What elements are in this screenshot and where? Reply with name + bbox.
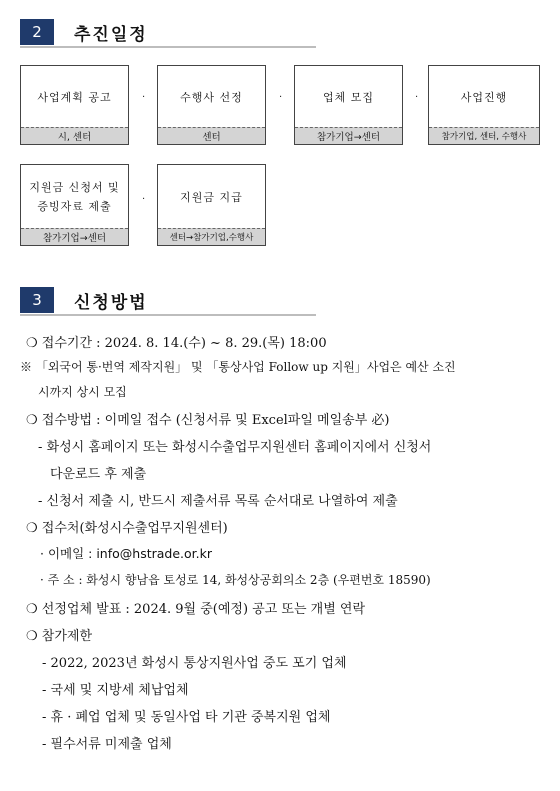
flow-step-6 [157,164,266,246]
flow-step-5-label-line2: 증빙자료 제출 [37,200,112,213]
flow-step-5-actor: 참가기업→센터 [21,228,128,245]
restriction-item-2: - 국세 및 지방세 체납업체 [42,683,189,698]
flow-step-2 [157,65,266,145]
method-detail-line-1: - 화성시 홈페이지 또는 화성시수출업무지원센터 홈페이지에서 신청서 [38,440,432,455]
flow-step-4-actor: 참가기업, 센터, 수행사 [429,127,539,144]
section-2-title: 추진일정 [74,24,148,45]
flow-step-3 [294,65,403,145]
flow-step-5 [20,164,129,246]
flow-step-1 [20,65,129,145]
flow-arrow-3: · [415,92,419,103]
flow-step-1-actor: 시, 센터 [21,127,128,144]
section-2-number: 2 [20,19,54,45]
method-detail-line-2: 다운로드 후 제출 [50,467,147,482]
flow-step-3-actor: 참가기업→센터 [295,127,402,144]
section-3-header [20,287,148,313]
flow-step-6-label: 지원금 지급 [180,190,243,204]
method-detail-line-3: - 신청서 제출 시, 반드시 제출서류 목록 순서대로 나열하여 제출 [38,494,398,509]
flow-step-2-actor: 센터 [158,127,265,144]
receipt-office-line: ❍ 접수처(화성시수출업무지원센터) [26,521,228,536]
email-line: · 이메일 : info@hstrade.or.kr [40,546,212,561]
section-3-number: 3 [20,287,54,313]
address-line: · 주 소 : 화성시 향남읍 토성로 14, 화성상공회의소 2층 (우편번호 18590) [40,573,431,587]
section-2-header [20,19,148,45]
restriction-item-1: - 2022, 2023년 화성시 통상지원사업 중도 포기 업체 [42,656,347,671]
flow-step-6-actor: 센터→참가기업,수행사 [158,228,265,245]
note-line-2: 시까지 상시 모집 [38,385,127,399]
flow-arrow-1: · [142,92,146,103]
flow-step-4-label: 사업진행 [460,90,508,104]
section-3-rule [20,314,316,316]
receipt-period-line: ❍ 접수기간 : 2024. 8. 14.(수) ~ 8. 29.(목) 18:00 [26,336,327,351]
restriction-item-3: - 휴 · 폐업 업체 및 동일사업 타 기관 중복지원 업체 [42,710,331,725]
flow-step-5-label-line1: 지원금 신청서 및 [29,181,120,194]
flow-step-3-label: 업체 모집 [322,90,374,104]
restriction-item-4: - 필수서류 미제출 업체 [42,737,172,752]
section-2-rule [20,46,316,48]
receipt-method-line: ❍ 접수방법 : 이메일 접수 (신청서류 및 Excel파일 메일송부 必) [26,413,390,428]
note-line-1: ※ 「외국어 통·번역 제작지원」 및 「통상사업 Follow up 지원」사업은 예산 소진 [20,360,456,374]
restrictions-heading: ❍ 참가제한 [26,629,93,644]
flow-step-4 [428,65,540,145]
flow-step-5-label [21,165,128,229]
flow-step-2-label: 수행사 선정 [180,90,243,104]
announcement-line: ❍ 선정업체 발표 : 2024. 9월 중(예정) 공고 또는 개별 연락 [26,602,366,617]
flow-step-1-label: 사업계획 공고 [37,90,112,104]
section-3-title: 신청방법 [74,292,148,313]
flow-arrow-4: · [142,194,146,205]
flow-arrow-2: · [279,92,283,103]
